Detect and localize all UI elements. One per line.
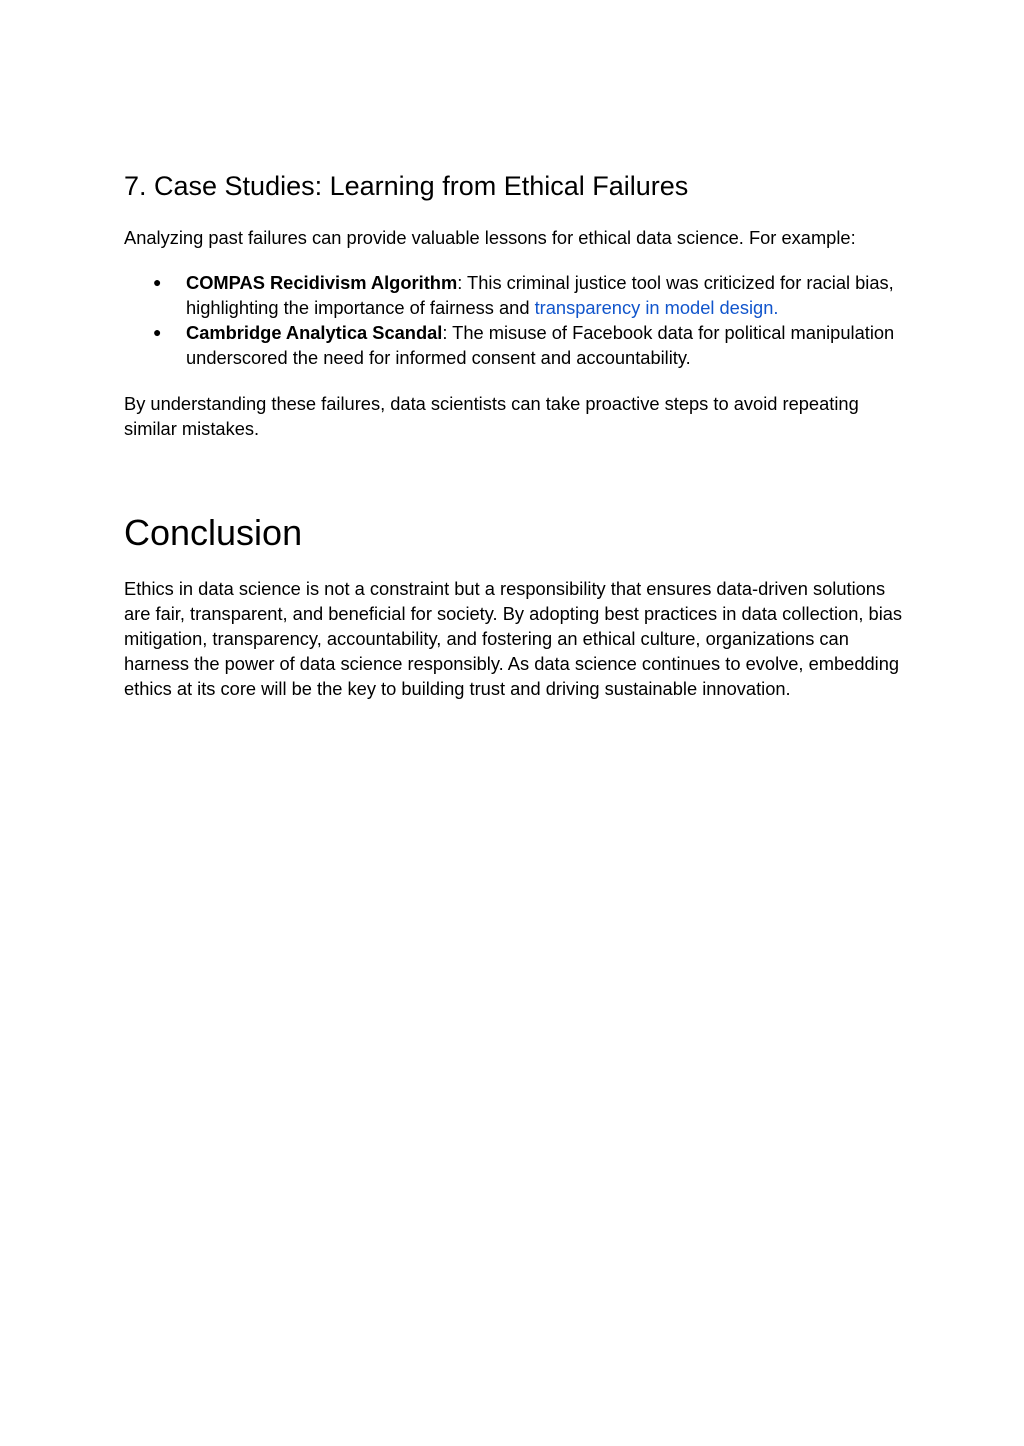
list-item [124,320,904,370]
conclusion-heading: Conclusion [124,512,303,553]
section-intro-paragraph: Analyzing past failures can provide valuable lessons for ethical data science. For example: [124,227,856,248]
bullet-icon: ● [153,324,162,340]
section-closing-paragraph: By understanding these failures, data scientists can take proactive steps to avoid repeating similar mistakes. [124,393,859,439]
transparency-link[interactable]: transparency in model design. [534,297,779,318]
bullet-icon: ● [153,274,162,290]
list-item-title: COMPAS Recidivism Algorithm [186,272,458,293]
list-item-title: Cambridge Analytica Scandal [186,322,443,343]
section-heading: 7. Case Studies: Learning from Ethical Failures [124,171,689,201]
list-item-text: : The misuse of Facebook data for political manipulation underscored the need for informed consent and accountability. [186,322,895,368]
conclusion-paragraph: Ethics in data science is not a constraint but a responsibility that ensures data-driven solutions are fair, transparent, and beneficial for society. By adopting best practices in data collection, bias mitigation, transparency, accountability, and fostering an ethical culture, organizations can harness the power of data science responsibly. As data science continues to evolve, embedding ethics at its core will be the key to building trust and driving sustainable innovation. [124,578,903,699]
list-item-text: : This criminal justice tool was criticized for racial bias, highlighting the importance of fairness and [186,272,894,318]
list-item [124,270,904,320]
case-study-list [124,270,904,370]
